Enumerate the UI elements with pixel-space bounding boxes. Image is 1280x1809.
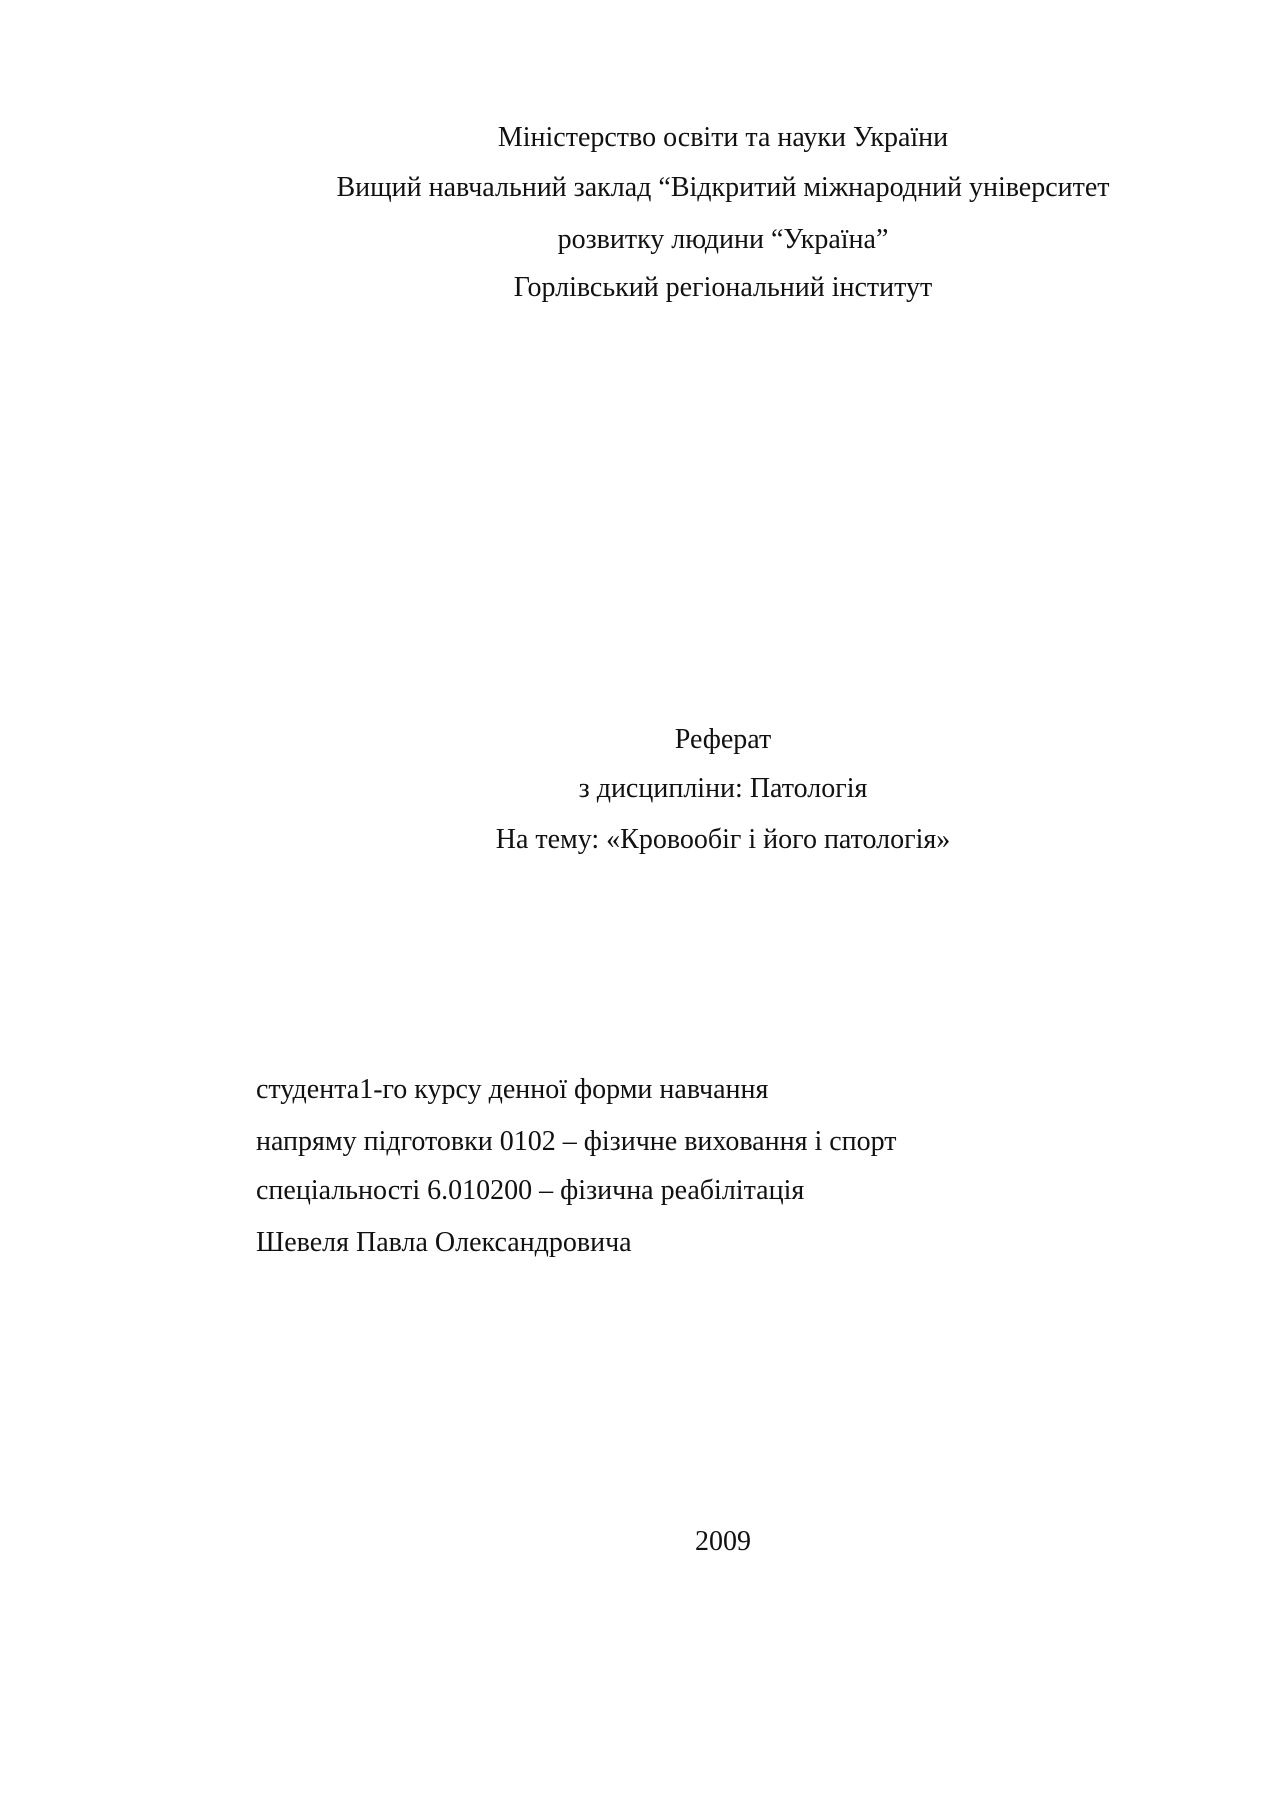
study-direction-line: напряму підготовки 0102 – фізичне виховання і спорт <box>256 1126 897 1157</box>
author-name: Шевеля Павла Олександровича <box>256 1227 632 1258</box>
student-course-line: студента1-го курсу денної форми навчання <box>256 1074 769 1105</box>
institution-line-continued: розвитку людини “Україна” <box>557 224 889 255</box>
year: 2009 <box>695 1526 751 1557</box>
institute-line: Горлівський регіональний інститут <box>513 272 933 303</box>
ministry-line: Міністерство освіти та науки України <box>497 122 949 153</box>
topic-line: На тему: «Кровообіг і його патологія» <box>495 824 951 855</box>
discipline-line: з дисципліни: Патологія <box>578 773 868 804</box>
document-type: Реферат <box>674 724 772 755</box>
specialty-line: спеціальності 6.010200 – фізична реабілітація <box>256 1175 805 1206</box>
institution-line: Вищий навчальний заклад “Відкритий міжнародний університет <box>336 172 1110 203</box>
